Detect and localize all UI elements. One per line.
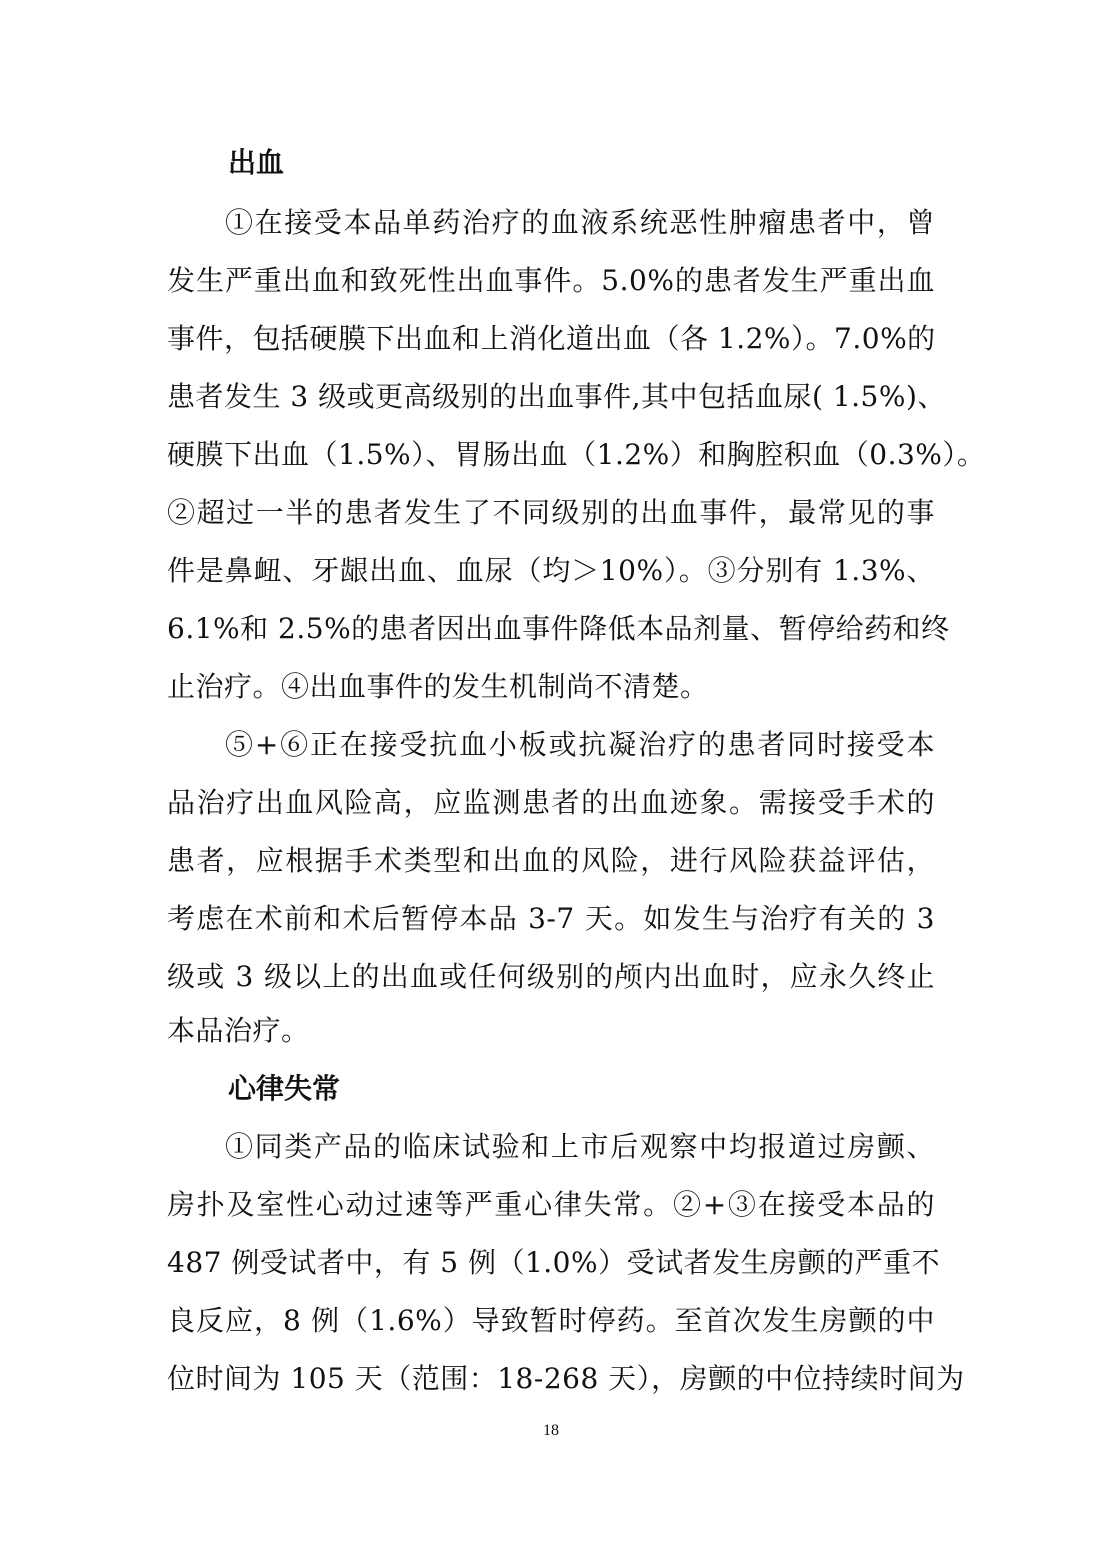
paragraph-line: 房扑及室性心动过速等严重心律失常。②+③在接受本品的 — [167, 1188, 935, 1221]
paragraph-line: 件是鼻衄、牙龈出血、血尿（均＞10%）。③分别有 1.3%、 — [167, 554, 935, 587]
paragraph-line: 位时间为 105 天（范围：18-268 天），房颤的中位持续时间为 — [167, 1362, 965, 1395]
paragraph-line: 本品治疗。 — [167, 1014, 310, 1047]
page-number: 18 — [543, 1422, 559, 1439]
paragraph-line: ①同类产品的临床试验和上市后观察中均报道过房颤、 — [225, 1130, 935, 1163]
paragraph-line: 6.1%和 2.5%的患者因出血事件降低本品剂量、暂停给药和终 — [167, 612, 950, 645]
section-heading: 出血 — [228, 146, 285, 179]
paragraph-line: 487 例受试者中，有 5 例（1.0%）受试者发生房颤的严重不 — [167, 1246, 941, 1279]
paragraph-line: ②超过一半的患者发生了不同级别的出血事件，最常见的事 — [167, 496, 935, 529]
section-heading: 心律失常 — [228, 1072, 341, 1105]
paragraph-line: 患者发生 3 级或更高级别的出血事件,其中包括血尿( 1.5%)、 — [167, 380, 946, 413]
paragraph-line: 止治疗。④出血事件的发生机制尚不清楚。 — [167, 670, 709, 703]
paragraph-line: 发生严重出血和致死性出血事件。5.0%的患者发生严重出血 — [167, 264, 935, 297]
paragraph-line: 事件，包括硬膜下出血和上消化道出血（各 1.2%）。7.0%的 — [167, 322, 936, 355]
paragraph-line: 级或 3 级以上的出血或任何级别的颅内出血时，应永久终止 — [167, 960, 935, 993]
paragraph-line: ①在接受本品单药治疗的血液系统恶性肿瘤患者中，曾 — [225, 206, 935, 239]
paragraph-line: 考虑在术前和术后暂停本品 3-7 天。如发生与治疗有关的 3 — [167, 902, 935, 935]
paragraph-line: 硬膜下出血（1.5%）、胃肠出血（1.2%）和胸腔积血（0.3%）。 — [167, 438, 986, 471]
paragraph-line: 品治疗出血风险高，应监测患者的出血迹象。需接受手术的 — [167, 786, 935, 819]
paragraph-line: ⑤+⑥正在接受抗血小板或抗凝治疗的患者同时接受本 — [225, 728, 935, 761]
paragraph-line: 良反应，8 例（1.6%）导致暂时停药。至首次发生房颤的中 — [167, 1304, 935, 1337]
paragraph-line: 患者，应根据手术类型和出血的风险，进行风险获益评估， — [167, 844, 935, 877]
